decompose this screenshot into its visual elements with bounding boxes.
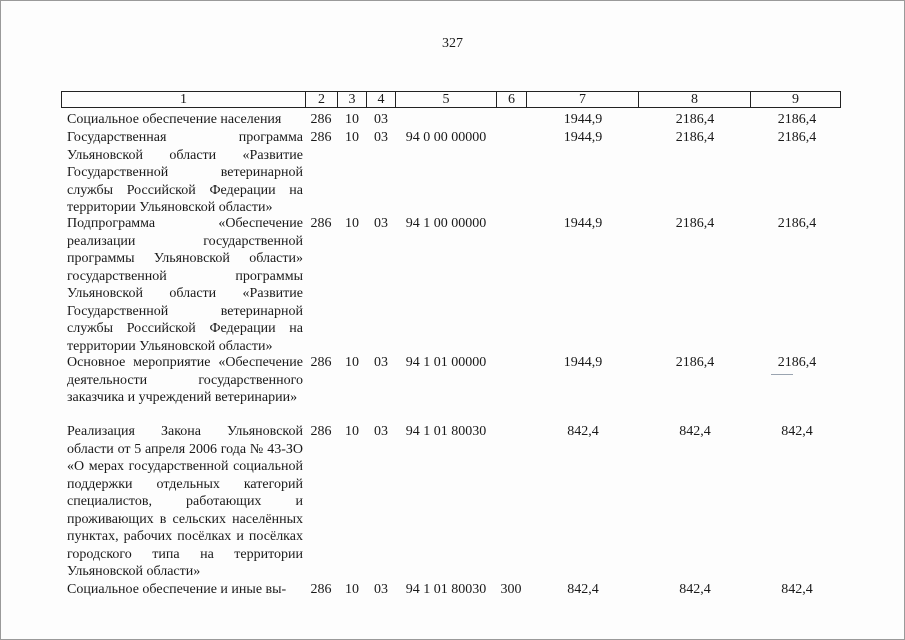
row-amount-9: 2186,4 (777, 355, 817, 370)
scan-artifact (771, 374, 793, 375)
row-amount-9: 2186,4 (777, 112, 817, 127)
header-col-2: 2 (306, 92, 338, 107)
row-code-5: 94 1 01 80030 (405, 424, 487, 439)
row-code-5: 94 0 00 00000 (405, 130, 487, 145)
row-amount-8: 2186,4 (675, 130, 715, 145)
row-amount-7: 1944,9 (563, 112, 603, 127)
table-header-row (61, 91, 841, 108)
row-code-2: 286 (310, 355, 332, 370)
row-code-2: 286 (310, 216, 332, 231)
header-col-8: 8 (639, 92, 751, 107)
row-amount-9: 842,4 (781, 424, 813, 439)
page-number: 327 (442, 36, 463, 51)
row-amount-8: 842,4 (679, 582, 711, 597)
row-amount-9: 2186,4 (777, 216, 817, 231)
row-code-4: 03 (374, 582, 388, 597)
row-amount-8: 2186,4 (675, 355, 715, 370)
row-description: Государственная программа Ульяновской области «Развитие Государственной ветеринарной службы Российской Федерации на территории Ульяновской области» (67, 130, 303, 215)
row-code-2: 286 (310, 130, 332, 145)
row-code-3: 10 (345, 582, 359, 597)
row-description: Социальное обеспечение и иные вы- (67, 582, 287, 597)
row-code-6: 300 (500, 582, 522, 597)
row-code-5: 94 1 01 80030 (405, 582, 487, 597)
row-description: Реализация Закона Ульяновской области от 5 апреля 2006 года № 43-ЗО «О мерах государственной социальной поддержки отдельных категорий специалистов, работающих и проживающих в сельских населённых пунктах, рабочих посёлках и посёлках городского типа на территории Ульяновской области» (67, 424, 303, 579)
row-amount-8: 842,4 (679, 424, 711, 439)
row-code-2: 286 (310, 112, 332, 127)
row-amount-9: 2186,4 (777, 130, 817, 145)
row-amount-7: 842,4 (567, 582, 599, 597)
row-code-3: 10 (345, 424, 359, 439)
row-code-2: 286 (310, 582, 332, 597)
row-amount-8: 2186,4 (675, 216, 715, 231)
header-col-3: 3 (338, 92, 367, 107)
row-code-3: 10 (345, 355, 359, 370)
row-code-4: 03 (374, 130, 388, 145)
row-code-4: 03 (374, 424, 388, 439)
header-col-1: 1 (62, 92, 306, 107)
row-amount-7: 842,4 (567, 424, 599, 439)
row-description: Основное мероприятие «Обеспечение деятельности государственного заказчика и учреждений ветеринарии» (67, 355, 303, 405)
row-amount-9: 842,4 (781, 582, 813, 597)
header-col-6: 6 (497, 92, 527, 107)
row-code-4: 03 (374, 355, 388, 370)
header-col-5: 5 (396, 92, 497, 107)
row-description: Подпрограмма «Обеспечение реализации государственной программы Ульяновской области» государственной программы Ульяновской области «Развитие Государственной ветеринарной службы Российской Федерации на территории Ульяновской области» (67, 216, 303, 354)
row-code-2: 286 (310, 424, 332, 439)
row-code-5: 94 1 00 00000 (405, 216, 487, 231)
row-code-4: 03 (374, 112, 388, 127)
row-description: Социальное обеспечение населения (67, 112, 282, 127)
row-amount-7: 1944,9 (563, 130, 603, 145)
row-amount-7: 1944,9 (563, 355, 603, 370)
header-col-4: 4 (367, 92, 396, 107)
row-amount-7: 1944,9 (563, 216, 603, 231)
row-code-3: 10 (345, 112, 359, 127)
header-col-7: 7 (527, 92, 639, 107)
row-code-5: 94 1 01 00000 (405, 355, 487, 370)
row-code-3: 10 (345, 216, 359, 231)
row-amount-8: 2186,4 (675, 112, 715, 127)
header-col-9: 9 (792, 92, 799, 107)
row-code-3: 10 (345, 130, 359, 145)
row-code-4: 03 (374, 216, 388, 231)
